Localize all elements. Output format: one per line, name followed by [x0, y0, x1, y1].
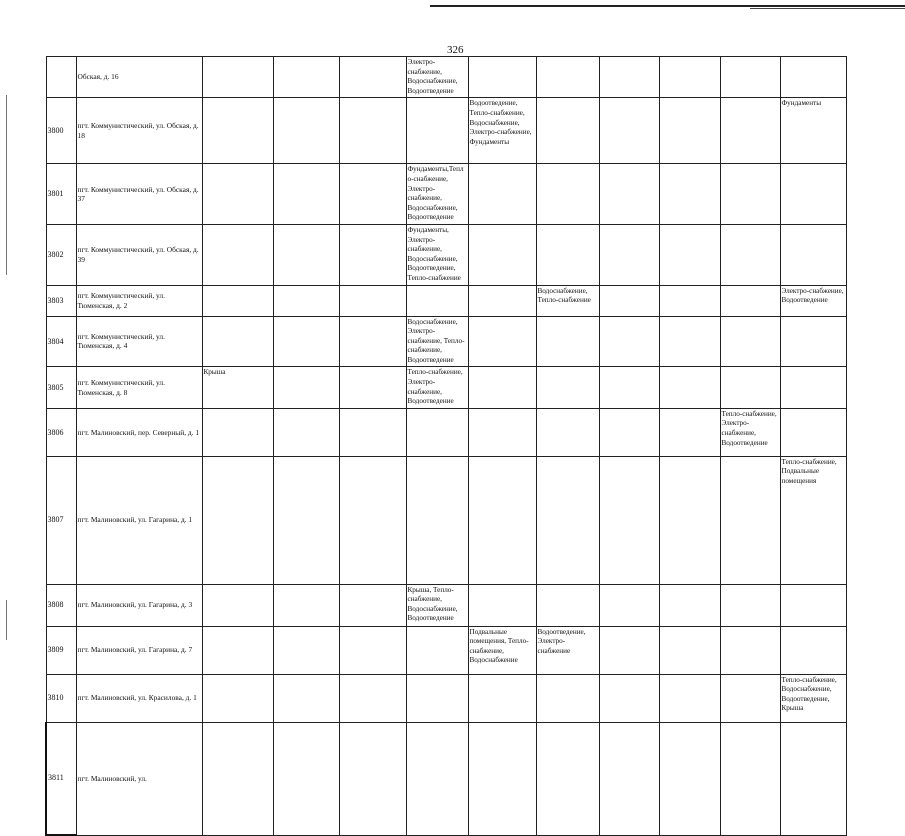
row-cell [720, 722, 780, 835]
row-cell [599, 316, 659, 367]
row-number: 3809 [46, 626, 76, 674]
row-cell [536, 674, 599, 722]
row-address: пгт. Коммунистический, ул. Тюменская, д. 4 [76, 316, 202, 367]
row-cell [780, 408, 846, 456]
row-cell [599, 722, 659, 835]
row-cell [659, 224, 720, 285]
row-cell [468, 57, 536, 98]
row-cell [720, 285, 780, 316]
row-number: 3801 [46, 164, 76, 225]
row-cell [659, 367, 720, 408]
row-cell [720, 456, 780, 584]
row-cell [720, 98, 780, 164]
row-cell [720, 224, 780, 285]
row-cell [273, 456, 339, 584]
row-cell [659, 456, 720, 584]
row-cell: Электро-снабжение, Водоснабжение, Водоотведение [406, 57, 468, 98]
row-cell [273, 285, 339, 316]
row-cell [202, 722, 273, 835]
row-cell [659, 584, 720, 626]
row-cell [339, 164, 406, 225]
table-row [46, 626, 846, 674]
row-cell [273, 57, 339, 98]
row-address: пгт. Малиновский, ул. Гагарина, д. 1 [76, 456, 202, 584]
row-number [46, 57, 76, 98]
row-cell: Крыша, Тепло-снабжение, Водоснабжение, Водоотведение [406, 584, 468, 626]
row-cell [468, 584, 536, 626]
row-cell [406, 674, 468, 722]
row-cell [536, 584, 599, 626]
row-cell: Водоснабжение, Электро-снабжение, Тепло-снабжение, Водоотведение [406, 316, 468, 367]
row-cell [273, 316, 339, 367]
row-cell [599, 164, 659, 225]
register-table [45, 56, 847, 836]
row-cell [273, 224, 339, 285]
table-row [46, 584, 846, 626]
row-cell [599, 674, 659, 722]
row-address: пгт. Малиновский, ул. Гагарина, д. 3 [76, 584, 202, 626]
row-cell [780, 164, 846, 225]
row-cell: Фундаменты,Тепло-снабжение, Электро-снабжение, Водоснабжение, Водоотведение [406, 164, 468, 225]
table-row [46, 316, 846, 367]
row-address: пгт. Коммунистический, ул. Обская, д. 37 [76, 164, 202, 225]
row-cell [202, 408, 273, 456]
row-cell [273, 367, 339, 408]
row-number: 3800 [46, 98, 76, 164]
row-cell: Фундаменты, Электро-снабжение, Водоснабжение, Водоотведение, Тепло-снабжение [406, 224, 468, 285]
row-cell [599, 367, 659, 408]
row-address: пгт. Малиновский, ул. [76, 722, 202, 835]
row-cell: Тепло-снабжение, Электро-снабжение, Водоотведение [406, 367, 468, 408]
row-cell [599, 584, 659, 626]
row-cell [273, 98, 339, 164]
table-row [46, 224, 846, 285]
row-cell [720, 316, 780, 367]
row-cell: Водоотведение, Электро-снабжение [536, 626, 599, 674]
row-address: пгт. Коммунистический, ул. Тюменская, д. 2 [76, 285, 202, 316]
row-cell [202, 674, 273, 722]
row-cell [273, 408, 339, 456]
row-cell: Водоотведение, Тепло-снабжение, Водоснабжение, Электро-снабжение, Фундаменты [468, 98, 536, 164]
row-cell [468, 316, 536, 367]
row-cell: Подвальные помещения, Тепло-снабжение, Водоснабжение [468, 626, 536, 674]
row-cell [202, 98, 273, 164]
row-cell [406, 408, 468, 456]
table-row [46, 367, 846, 408]
row-cell [406, 456, 468, 584]
row-cell [339, 456, 406, 584]
row-cell [202, 584, 273, 626]
row-cell [468, 674, 536, 722]
row-cell [599, 626, 659, 674]
row-cell [659, 408, 720, 456]
table-row [46, 164, 846, 225]
row-cell [720, 164, 780, 225]
row-cell [339, 367, 406, 408]
row-cell [536, 316, 599, 367]
row-cell [599, 57, 659, 98]
row-cell: Электро-снабжение, Водоотведение [780, 285, 846, 316]
row-number: 3803 [46, 285, 76, 316]
row-cell [599, 456, 659, 584]
table-row [46, 722, 846, 835]
row-cell [720, 584, 780, 626]
row-cell [468, 722, 536, 835]
row-cell [536, 224, 599, 285]
row-cell [659, 674, 720, 722]
scan-edge-mark [6, 600, 7, 640]
row-cell [536, 408, 599, 456]
row-cell [468, 367, 536, 408]
row-cell [659, 164, 720, 225]
row-cell [406, 722, 468, 835]
row-cell [273, 722, 339, 835]
row-address: Обская, д. 16 [76, 57, 202, 98]
row-number: 3804 [46, 316, 76, 367]
row-number: 3807 [46, 456, 76, 584]
row-cell [536, 57, 599, 98]
row-cell [202, 316, 273, 367]
row-cell [659, 57, 720, 98]
row-cell: Тепло-снабжение, Подвальные помещения [780, 456, 846, 584]
row-cell: Тепло-снабжение, Электро-снабжение, Водоотведение [720, 408, 780, 456]
row-cell [780, 626, 846, 674]
row-cell [202, 57, 273, 98]
row-cell [720, 57, 780, 98]
row-cell [339, 285, 406, 316]
row-cell [599, 98, 659, 164]
table-row [46, 57, 846, 98]
row-cell [659, 285, 720, 316]
row-address: пгт. Коммунистический, ул. Обская, д. 18 [76, 98, 202, 164]
row-cell [339, 316, 406, 367]
row-cell [536, 98, 599, 164]
row-cell [406, 98, 468, 164]
row-cell [339, 408, 406, 456]
table-row [46, 98, 846, 164]
table-row [46, 285, 846, 316]
row-cell [202, 224, 273, 285]
row-cell [273, 164, 339, 225]
row-cell [659, 626, 720, 674]
row-cell [468, 456, 536, 584]
row-address: пгт. Коммунистический, ул. Тюменская, д. 8 [76, 367, 202, 408]
row-cell [339, 722, 406, 835]
row-cell: Крыша [202, 367, 273, 408]
table-row [46, 408, 846, 456]
row-cell [468, 164, 536, 225]
row-cell [536, 456, 599, 584]
row-cell [273, 626, 339, 674]
row-address: пгт. Малиновский, ул. Красилова, д. 1 [76, 674, 202, 722]
row-cell [273, 584, 339, 626]
row-address: пгт. Малиновский, пер. Северный, д. 1 [76, 408, 202, 456]
top-rule-secondary [750, 8, 905, 9]
row-cell [599, 285, 659, 316]
row-cell [339, 57, 406, 98]
row-cell [536, 367, 599, 408]
row-address: пгт. Малиновский, ул. Гагарина, д. 7 [76, 626, 202, 674]
row-number: 3805 [46, 367, 76, 408]
row-cell [720, 367, 780, 408]
row-cell [780, 224, 846, 285]
row-cell [339, 224, 406, 285]
row-cell [536, 164, 599, 225]
row-cell: Тепло-снабжение, Водоснабжение, Водоотведение, Крыша [780, 674, 846, 722]
row-cell [599, 224, 659, 285]
row-cell [468, 285, 536, 316]
row-cell [468, 224, 536, 285]
row-number: 3810 [46, 674, 76, 722]
row-cell [659, 722, 720, 835]
row-cell [339, 584, 406, 626]
row-number: 3808 [46, 584, 76, 626]
row-cell [780, 367, 846, 408]
row-address: пгт. Коммунистический, ул. Обская, д. 39 [76, 224, 202, 285]
row-cell [780, 316, 846, 367]
row-cell [202, 285, 273, 316]
row-cell [202, 164, 273, 225]
row-cell [780, 57, 846, 98]
row-cell [202, 626, 273, 674]
row-cell [339, 674, 406, 722]
top-rule [430, 5, 905, 7]
row-cell [273, 674, 339, 722]
row-cell [406, 285, 468, 316]
row-number: 3802 [46, 224, 76, 285]
row-cell [536, 722, 599, 835]
table-row [46, 456, 846, 584]
page-number: 326 [447, 44, 464, 56]
row-cell [202, 456, 273, 584]
scan-edge-mark [6, 95, 7, 275]
row-cell [339, 626, 406, 674]
row-cell [720, 674, 780, 722]
row-cell [659, 98, 720, 164]
row-cell: Фундаменты [780, 98, 846, 164]
row-cell [780, 722, 846, 835]
row-number: 3806 [46, 408, 76, 456]
row-cell [339, 98, 406, 164]
row-number: 3811 [46, 722, 76, 835]
row-cell [468, 408, 536, 456]
row-cell [406, 626, 468, 674]
row-cell [599, 408, 659, 456]
row-cell [659, 316, 720, 367]
row-cell: Водоснабжение, Тепло-снабжение [536, 285, 599, 316]
row-cell [780, 584, 846, 626]
table-row [46, 674, 846, 722]
row-cell [720, 626, 780, 674]
